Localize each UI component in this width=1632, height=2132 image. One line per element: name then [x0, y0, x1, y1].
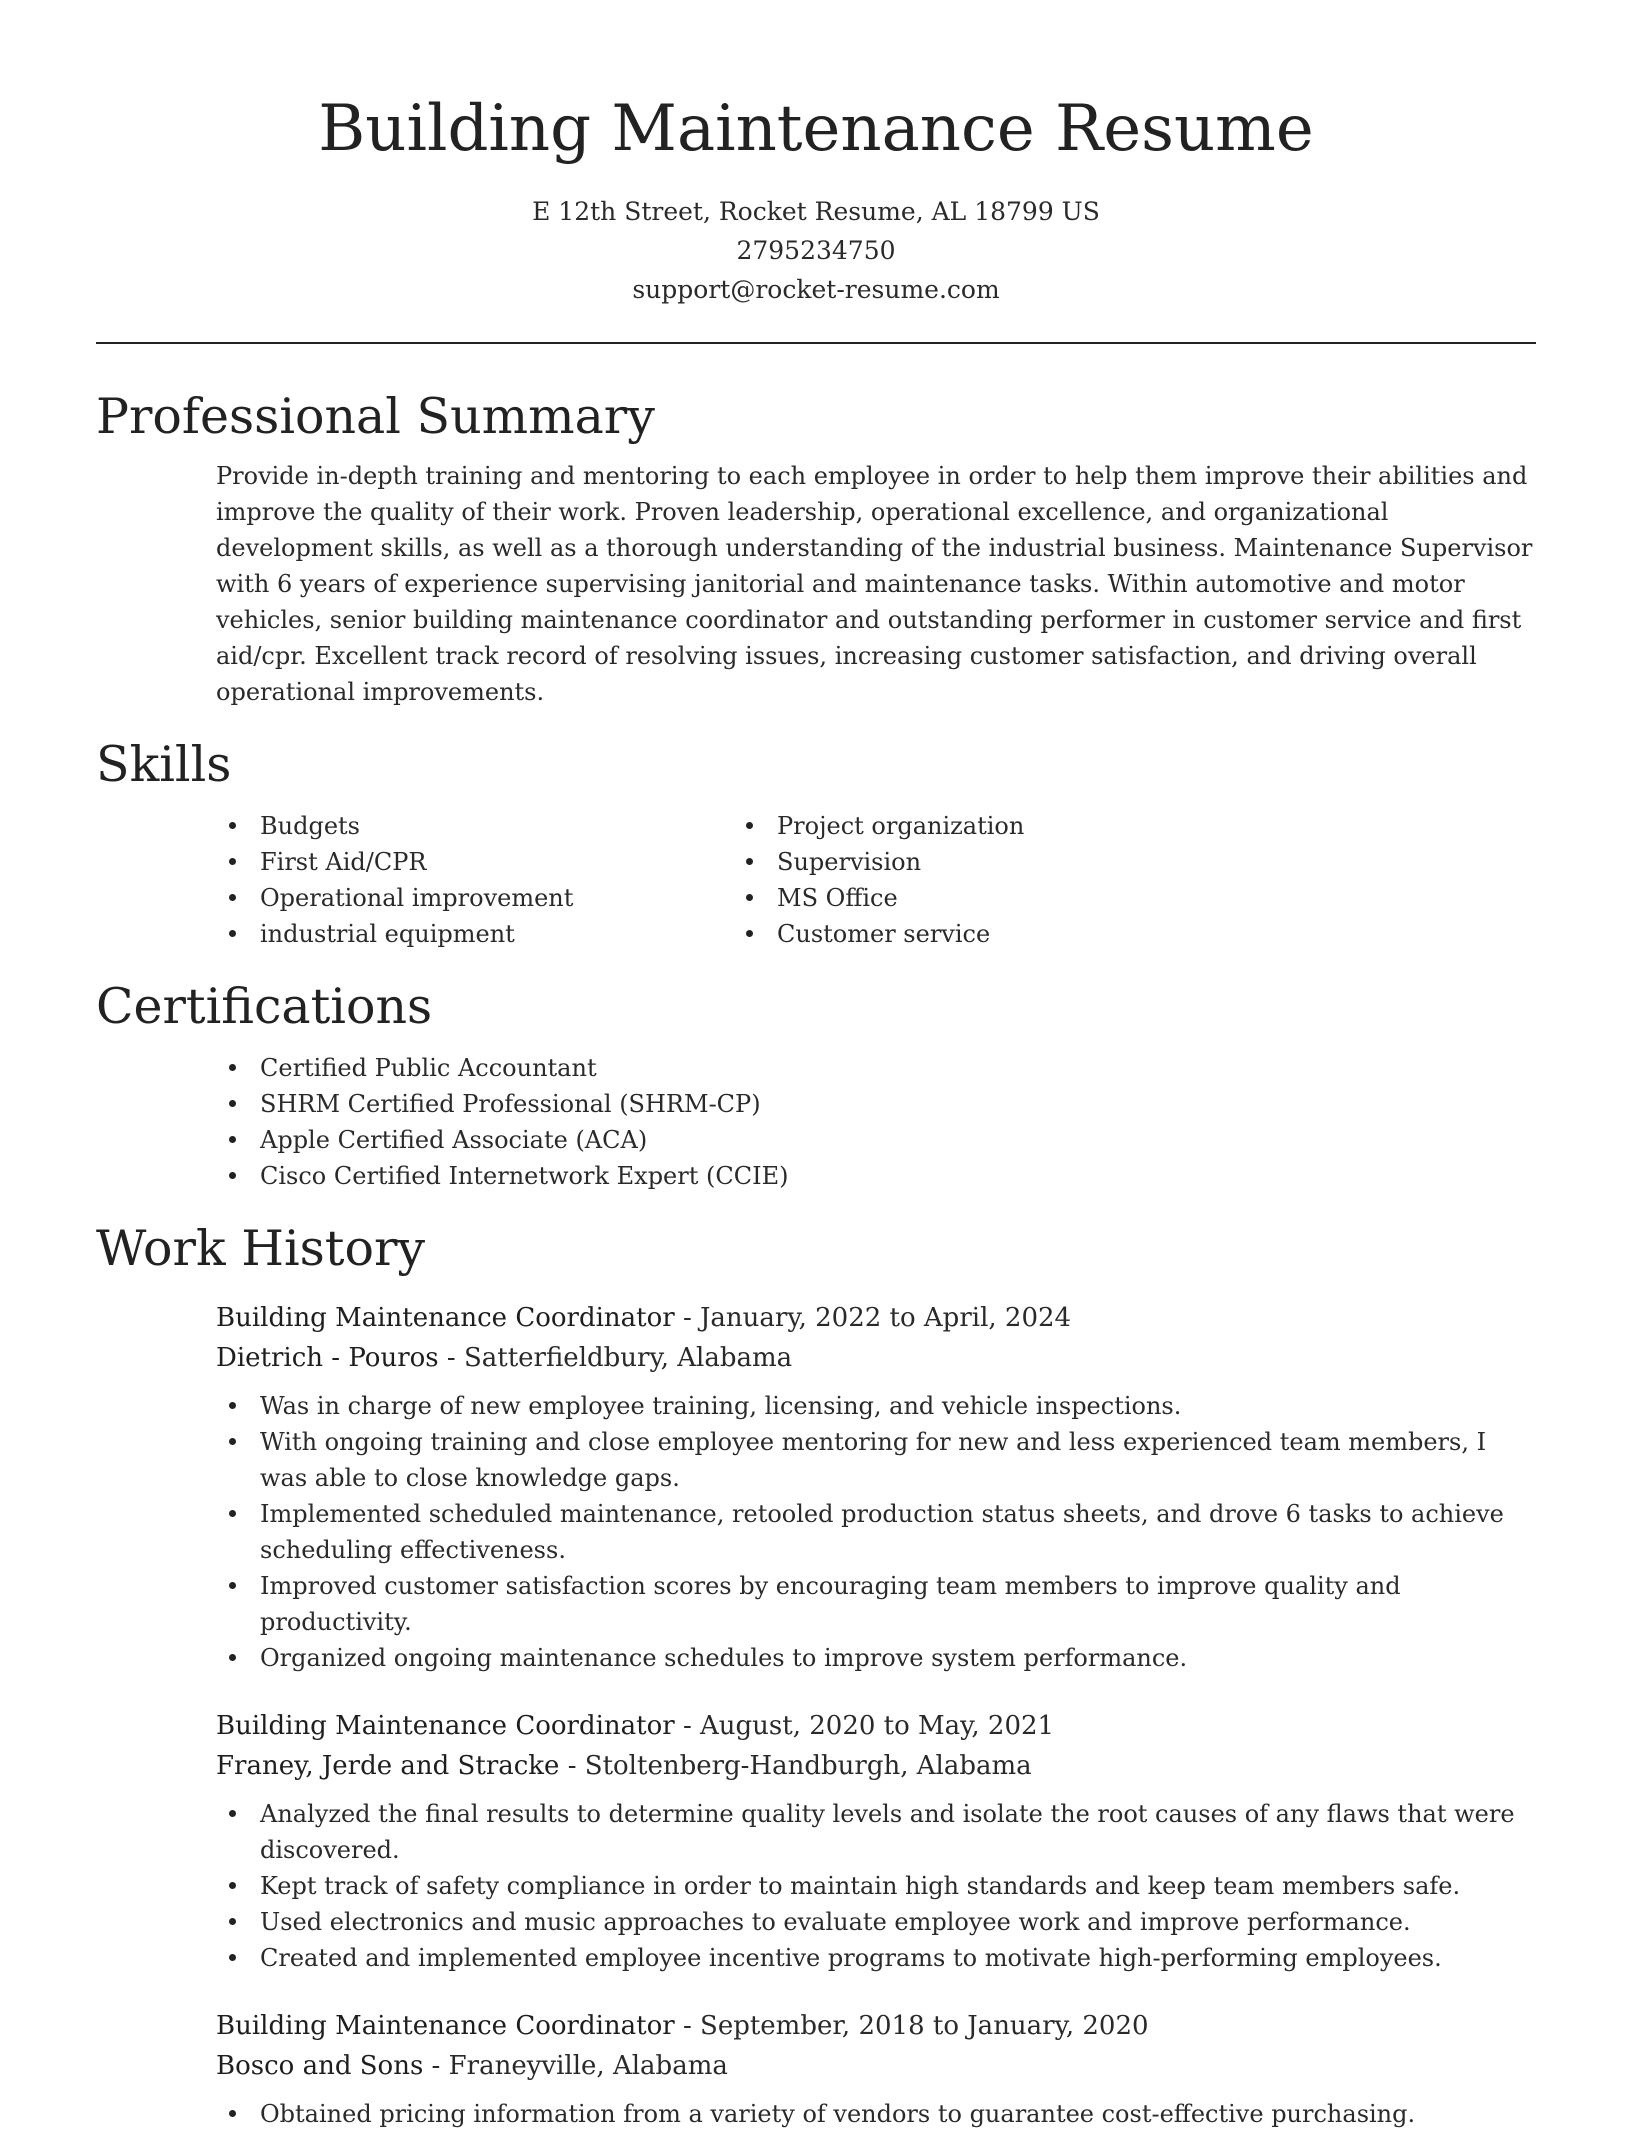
- certifications-list: [96, 1050, 1536, 1194]
- summary-text: Provide in-depth training and mentoring to each employee in order to help them improve their abilities and improve the quality of their work. Proven leadership, operational excellence, and organizational development skills, as well as a thorough understanding of the industrial business. Maintenance Supervisor with 6 years of experience supervising janitorial and maintenance tasks. Within automotive and motor vehicles, senior building maintenance coordinator and outstanding performer in customer service and first aid/cpr. Excellent track record of resolving issues, increasing customer satisfaction, and driving overall operational improvements.: [216, 462, 1533, 706]
- resume-title: Building Maintenance Resume: [318, 92, 1314, 166]
- skill-item: Supervision: [777, 844, 1346, 880]
- skill-item: Project organization: [777, 808, 1346, 844]
- work-history-section: [96, 1216, 1536, 2132]
- job-company-line: [96, 1338, 1536, 1378]
- contact-phone: 2795234750: [736, 236, 896, 265]
- job-role: Building Maintenance Coordinator: [216, 1711, 675, 1741]
- certification-item: SHRM Certified Professional (SHRM-CP): [260, 1086, 1536, 1122]
- skills-list-right: [746, 808, 1346, 952]
- skills-section: [96, 732, 1536, 952]
- job-entry: [96, 2006, 1536, 2132]
- contact-info: [96, 192, 1536, 309]
- skill-item: Operational improvement: [260, 880, 746, 916]
- job-title-line: [96, 1706, 1536, 1746]
- skills-list-left: [96, 808, 746, 952]
- job-entry: [96, 1298, 1536, 1676]
- skill-item: First Aid/CPR: [260, 844, 746, 880]
- contact-email[interactable]: support@rocket-resume.com: [632, 275, 1000, 304]
- job-company-line: [96, 1746, 1536, 1786]
- job-bullets: [96, 2096, 1536, 2132]
- job-title-line: [96, 1298, 1536, 1338]
- skill-item: Budgets: [260, 808, 746, 844]
- job-bullet: Implemented scheduled maintenance, retooled production status sheets, and drove 6 tasks to achieve scheduling effectiveness.: [260, 1496, 1536, 1568]
- job-bullet: Was in charge of new employee training, licensing, and vehicle inspections.: [260, 1388, 1536, 1424]
- job-role: Building Maintenance Coordinator: [216, 1303, 675, 1333]
- job-bullet: With ongoing training and close employee mentoring for new and less experienced team members, I was able to close knowledge gaps.: [260, 1424, 1536, 1496]
- job-bullets: [96, 1388, 1536, 1676]
- certification-item: Cisco Certified Internetwork Expert (CCIE): [260, 1158, 1536, 1194]
- certification-item: Certified Public Accountant: [260, 1050, 1536, 1086]
- contact-address: E 12th Street, Rocket Resume, AL 18799 US: [532, 197, 1100, 226]
- job-location: - Stoltenberg-Handburgh, Alabama: [559, 1751, 1032, 1781]
- job-company: Bosco and Sons: [216, 2051, 424, 2081]
- skills-title: Skills: [96, 736, 232, 793]
- skill-item: MS Office: [777, 880, 1346, 916]
- summary-section: [96, 384, 1536, 710]
- job-bullet: Used electronics and music approaches to evaluate employee work and improve performance.: [260, 1904, 1536, 1940]
- job-bullet: Kept track of safety compliance in order to maintain high standards and keep team members safe.: [260, 1868, 1536, 1904]
- job-company-line: [96, 2046, 1536, 2086]
- job-dates: - January, 2022 to April, 2024: [674, 1303, 1072, 1333]
- header-divider: [96, 342, 1536, 344]
- job-dates: - August, 2020 to May, 2021: [674, 1711, 1055, 1741]
- job-location: - Franeyville, Alabama: [423, 2051, 728, 2081]
- summary-title: Professional Summary: [96, 388, 655, 445]
- certifications-section: [96, 974, 1536, 1194]
- job-title-line: [96, 2006, 1536, 2046]
- resume-header: [96, 0, 1536, 309]
- job-dates: - September, 2018 to January, 2020: [674, 2011, 1149, 2041]
- job-bullets: [96, 1796, 1536, 1976]
- job-company: Dietrich - Pouros: [216, 1343, 439, 1373]
- certifications-title: Certifications: [96, 978, 433, 1035]
- certification-item: Apple Certified Associate (ACA): [260, 1122, 1536, 1158]
- work-history-title: Work History: [96, 1220, 426, 1277]
- job-role: Building Maintenance Coordinator: [216, 2011, 675, 2041]
- skills-grid: [96, 808, 1536, 952]
- job-location: - Satterfieldbury, Alabama: [438, 1343, 793, 1373]
- skill-item: industrial equipment: [260, 916, 746, 952]
- job-bullet: Organized ongoing maintenance schedules to improve system performance.: [260, 1640, 1536, 1676]
- job-bullet: Created and implemented employee incentive programs to motivate high-performing employees.: [260, 1940, 1536, 1976]
- job-bullet: Improved customer satisfaction scores by encouraging team members to improve quality and productivity.: [260, 1568, 1536, 1640]
- job-company: Franey, Jerde and Stracke: [216, 1751, 560, 1781]
- job-bullet: Analyzed the final results to determine quality levels and isolate the root causes of any flaws that were discovered.: [260, 1796, 1536, 1868]
- job-bullet: Obtained pricing information from a variety of vendors to guarantee cost-effective purchasing.: [260, 2096, 1536, 2132]
- skill-item: Customer service: [777, 916, 1346, 952]
- job-entry: [96, 1706, 1536, 1976]
